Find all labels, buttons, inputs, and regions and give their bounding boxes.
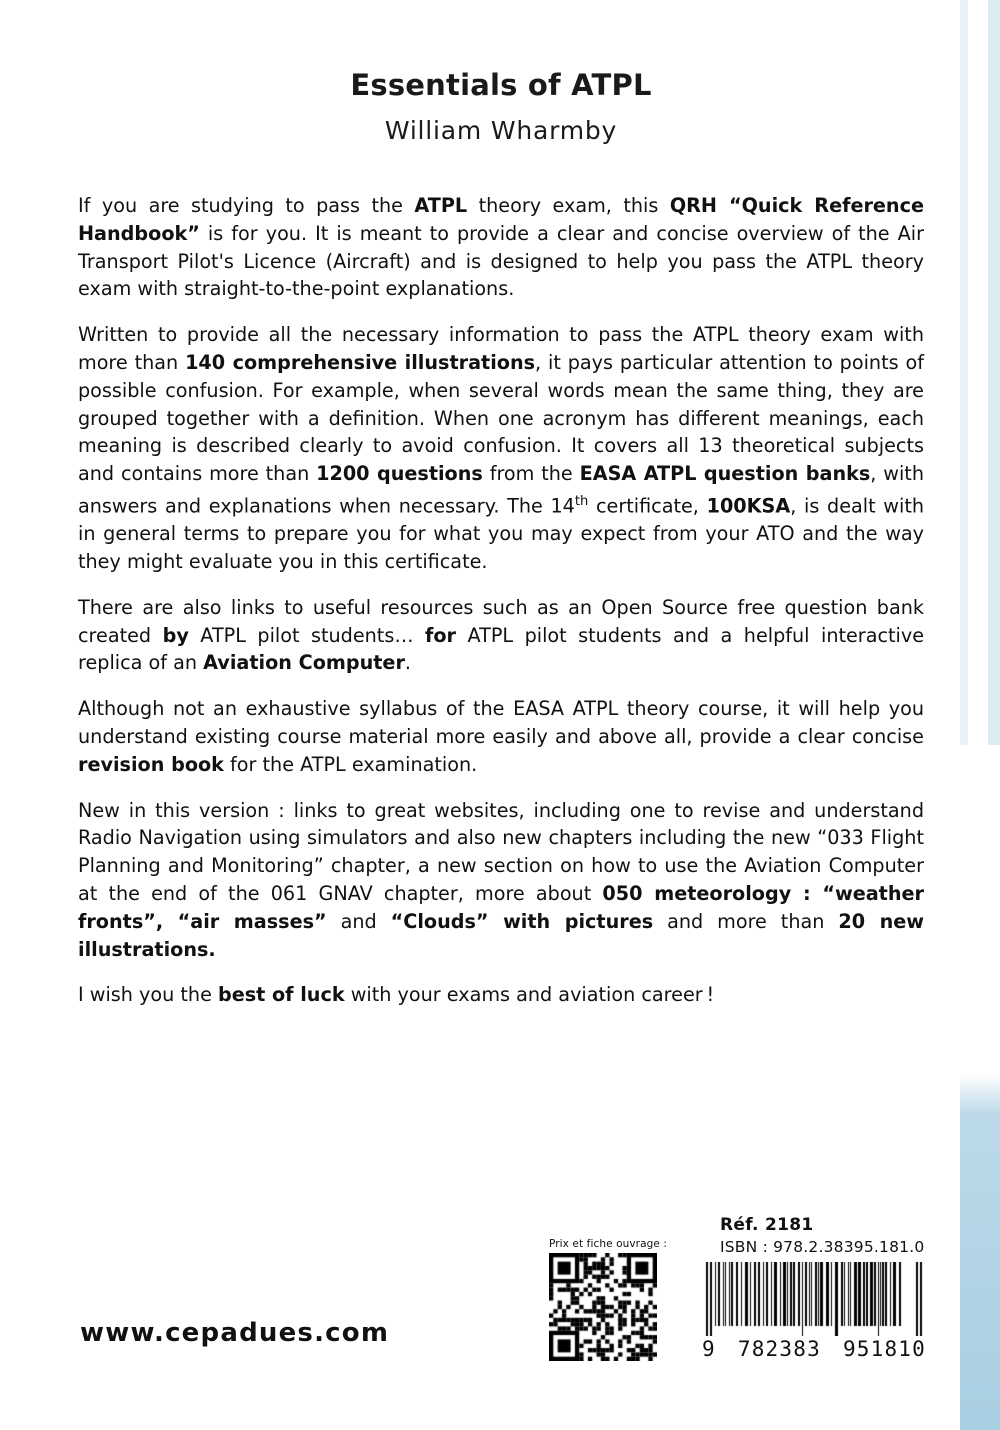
author-name: William Wharmby (384, 116, 618, 145)
blurb-body (78, 192, 924, 1009)
page-title: Essentials of ATPL (350, 68, 652, 102)
qr-caption: Prix et fiche ouvrage : (549, 1238, 668, 1250)
paragraph-5: New in this version : links to great websites, including one to revise and understand Radio Navigation using simulators and also new chapters including the new “033 Flight Planning and Monitoring” chapter, a new section on how to use the Aviation Computer at the end of the 061 GNAV chapter, more about 050 meteorology : “weather fronts”, “air masses” and “Clouds” with pictures and more than 20 new illustrations. (78, 798, 925, 961)
publisher-website[interactable]: www.cepadues.com (80, 1318, 390, 1348)
paragraph-2: Written to provide all the necessary information to pass the ATPL theory exam with more than 140 comprehensive illustrations, it pays particular attention to points of possible confusion. For example, when several words mean the same thing, they are grouped together with a definition. When one acronym has different meanings, each meaning is described clearly to avoid confusion. It covers all 13 theoretical subjects and contains more than 1200 questions from the EASA ATPL question banks, with answers and explanations when necessary. The 14th certificate, 100KSA, is dealt with in general terms to prepare you for what you may expect from your ATO and the way they might evaluate you in this certificate. (78, 323, 925, 573)
barcode-digit-left: 9 (702, 1337, 716, 1361)
barcode-image (700, 1262, 928, 1336)
paragraph-3: There are also links to useful resources such as an Open Source free question bank created by ATPL pilot students… for ATPL pilot students and a helpful interactive replica of an Aviation Computer. (78, 595, 925, 675)
barcode-digit-mid: 782383 (737, 1337, 821, 1361)
reference-number: Réf. 2181 (720, 1215, 814, 1235)
barcode-digit-right: 951810 (842, 1337, 926, 1361)
paragraph-6: I wish you the best of luck with your exams and aviation career ! (78, 983, 715, 1007)
reference-block (720, 1215, 924, 1256)
paragraph-1: If you are studying to pass the ATPL theory exam, this QRH “Quick Reference Handbook” is for you. It is meant to provide a clear and concise overview of the Air Transport Pilot's Licence (Aircraft) and is designed to help you pass the ATPL theory exam with straight-to-the-point explanations. (78, 194, 924, 301)
barcode-block (700, 1262, 928, 1361)
qr-code[interactable] (549, 1253, 657, 1361)
barcode-digits (700, 1337, 928, 1361)
qr-code-block[interactable] (549, 1238, 667, 1361)
isbn-number: ISBN : 978.2.38395.181.0 (720, 1238, 925, 1256)
paragraph-4: Although not an exhaustive syllabus of the EASA ATPL theory course, it will help you understand existing course material more easily and above all, provide a clear concise revision book for the ATPL examination. (78, 697, 924, 776)
spine-gradient-lower (960, 745, 1000, 1430)
cover-content (78, 0, 924, 1027)
